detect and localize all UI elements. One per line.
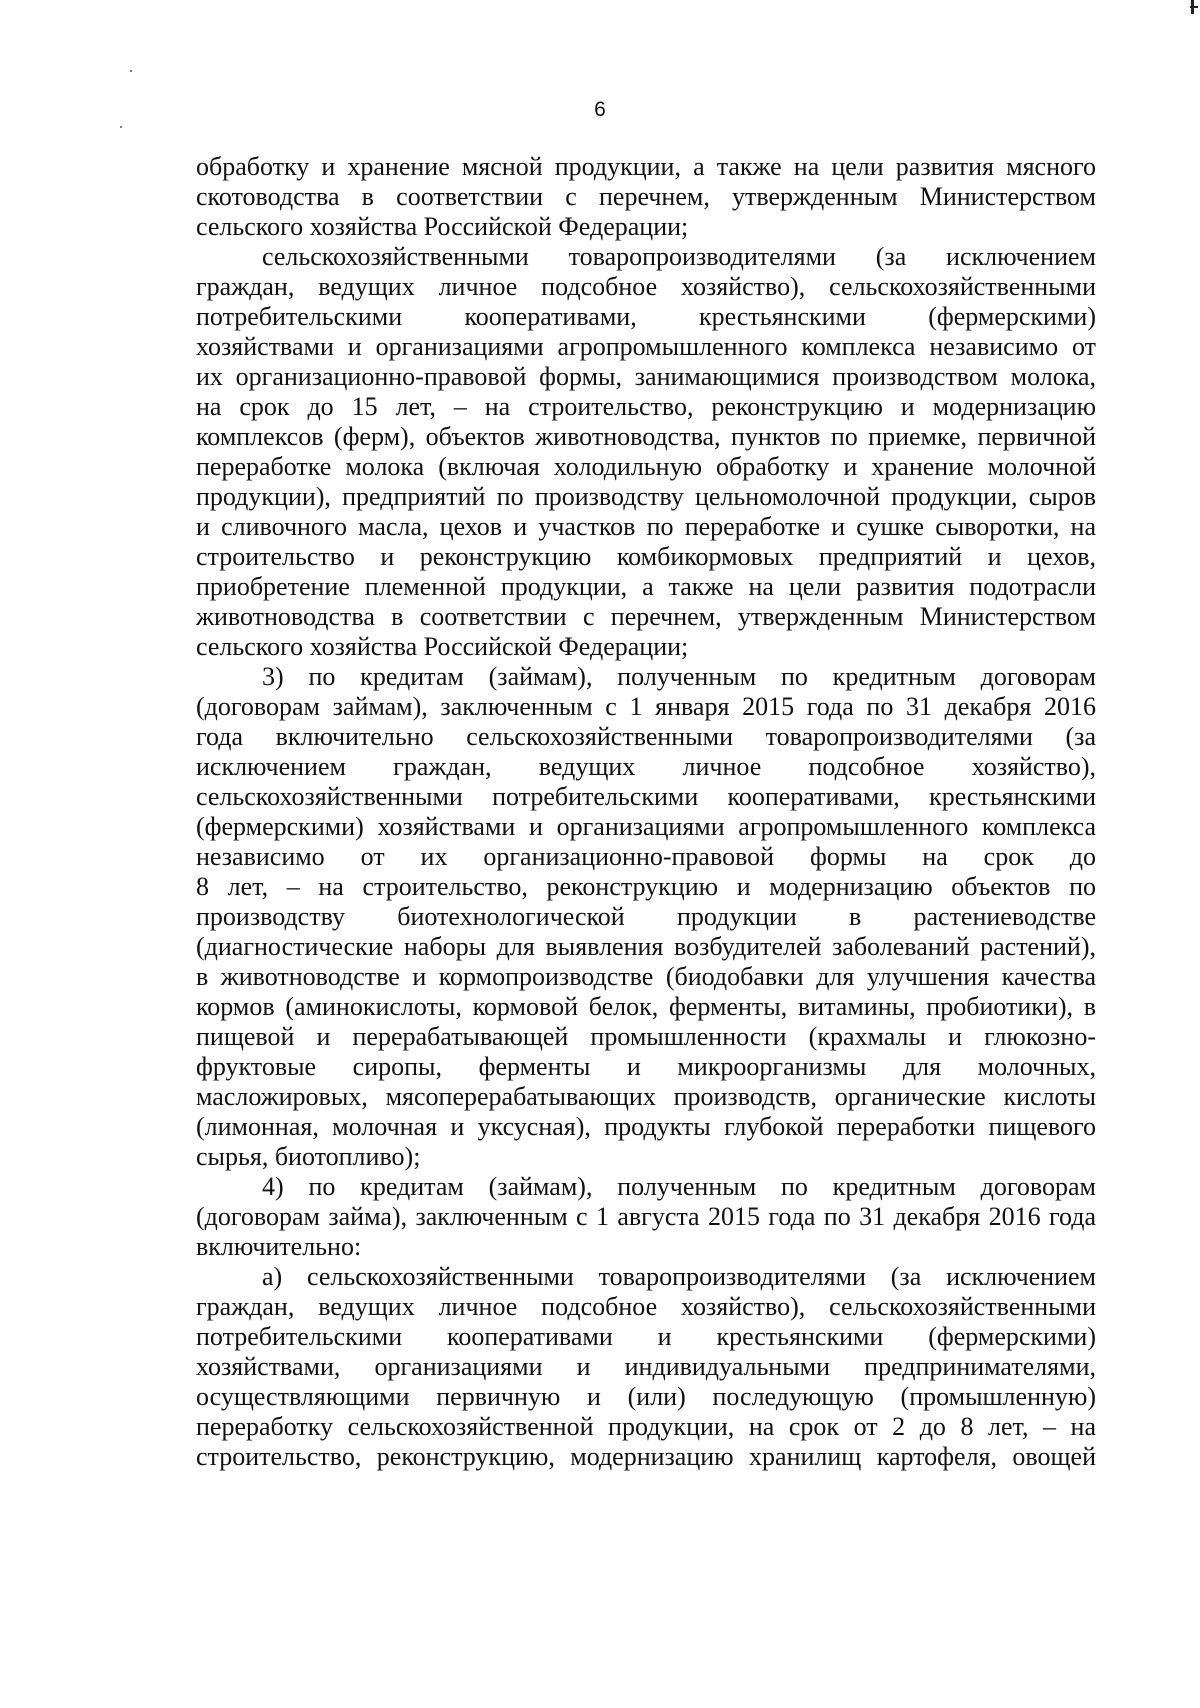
text-line: включительно:	[196, 1232, 362, 1261]
text-line: сельскохозяйственными товаропроизводителями (за исключением	[262, 242, 1096, 271]
text-line: граждан, ведущих личное подсобное хозяйство), сельскохозяйственными	[196, 272, 1096, 301]
text-line: их организационно-правовой формы, занимающимися производством молока,	[196, 362, 1096, 391]
text-line: скотоводства в соответствии с перечнем, утвержденным Министерством	[196, 182, 1096, 211]
text-line: животноводства в соответствии с перечнем, утвержденным Министерством	[196, 602, 1096, 631]
text-line: кормов (аминокислоты, кормовой белок, ферменты, витамины, пробиотики), в	[196, 992, 1096, 1021]
text-line: пищевой и перерабатывающей промышленности (крахмалы и глюкозно-	[196, 1022, 1096, 1051]
page-number: 6	[594, 98, 606, 121]
text-line: 3) по кредитам (займам), полученным по кредитным договорам	[262, 662, 1096, 691]
text-line: переработке молока (включая холодильную обработку и хранение молочной	[196, 452, 1096, 481]
text-line: потребительскими кооперативами и крестьянскими (фермерскими)	[196, 1322, 1096, 1351]
text-line: (договорам займам), заключенным с 1 января 2015 года по 31 декабря 2016	[196, 692, 1096, 721]
text-line: (фермерскими) хозяйствами и организациями агропромышленного комплекса	[196, 812, 1096, 841]
text-line: (диагностические наборы для выявления возбудителей заболеваний растений),	[196, 932, 1096, 961]
text-line: (договорам займа), заключенным с 1 августа 2015 года по 31 декабря 2016 года	[196, 1202, 1096, 1231]
text-line: и сливочного масла, цехов и участков по переработке и сушке сыворотки, на	[196, 512, 1096, 541]
scan-edge-tick	[1190, 6, 1198, 8]
text-line: исключением граждан, ведущих личное подсобное хозяйство),	[196, 752, 1096, 781]
text-line: года включительно сельскохозяйственными товаропроизводителями (за	[196, 722, 1096, 751]
text-line: комплексов (ферм), объектов животноводства, пунктов по приемке, первичной	[196, 422, 1096, 451]
text-line: граждан, ведущих личное подсобное хозяйство), сельскохозяйственными	[196, 1292, 1096, 1321]
text-line: (лимонная, молочная и уксусная), продукты глубокой переработки пищевого	[196, 1112, 1096, 1141]
text-line: хозяйствами и организациями агропромышленного комплекса независимо от	[196, 332, 1096, 361]
text-line: обработку и хранение мясной продукции, а также на цели развития мясного	[196, 152, 1096, 181]
text-line: переработку сельскохозяйственной продукции, на срок от 2 до 8 лет, – на	[196, 1412, 1096, 1441]
text-line: производству биотехнологической продукции в растениеводстве	[196, 902, 1096, 931]
text-line: строительство и реконструкцию комбикормовых предприятий и цехов,	[196, 542, 1096, 571]
text-line: масложировых, мясоперерабатывающих производств, органические кислоты	[196, 1082, 1096, 1111]
text-line: сельского хозяйства Российской Федерации;	[196, 632, 689, 661]
text-line: 4) по кредитам (займам), полученным по кредитным договорам	[262, 1172, 1096, 1201]
text-line: сельскохозяйственными потребительскими кооперативами, крестьянскими	[196, 782, 1096, 811]
text-line: хозяйствами, организациями и индивидуальными предпринимателями,	[196, 1352, 1096, 1381]
text-line: фруктовые сиропы, ферменты и микроорганизмы для молочных,	[196, 1052, 1096, 1081]
text-line: строительство, реконструкцию, модернизацию хранилищ картофеля, овощей	[196, 1442, 1096, 1471]
text-line: а) сельскохозяйственными товаропроизводителями (за исключением	[262, 1262, 1096, 1291]
text-line: осуществляющими первичную и (или) последующую (промышленную)	[196, 1382, 1096, 1411]
scan-speck	[120, 126, 122, 128]
text-line: в животноводстве и кормопроизводстве (биодобавки для улучшения качества	[196, 962, 1096, 991]
body-text	[196, 152, 1096, 1472]
text-line: сырья, биотопливо);	[196, 1142, 421, 1171]
text-line: 8 лет, – на строительство, реконструкцию и модернизацию объектов по	[196, 872, 1096, 901]
text-line: приобретение племенной продукции, а также на цели развития подотрасли	[196, 572, 1096, 601]
scan-speck	[130, 70, 132, 72]
text-line: на срок до 15 лет, – на строительство, реконструкцию и модернизацию	[196, 392, 1096, 421]
text-line: сельского хозяйства Российской Федерации;	[196, 212, 689, 241]
text-line: потребительскими кооперативами, крестьянскими (фермерскими)	[196, 302, 1096, 331]
text-line: продукции), предприятий по производству цельномолочной продукции, сыров	[196, 482, 1096, 511]
text-line: независимо от их организационно-правовой формы на срок до	[196, 842, 1096, 871]
